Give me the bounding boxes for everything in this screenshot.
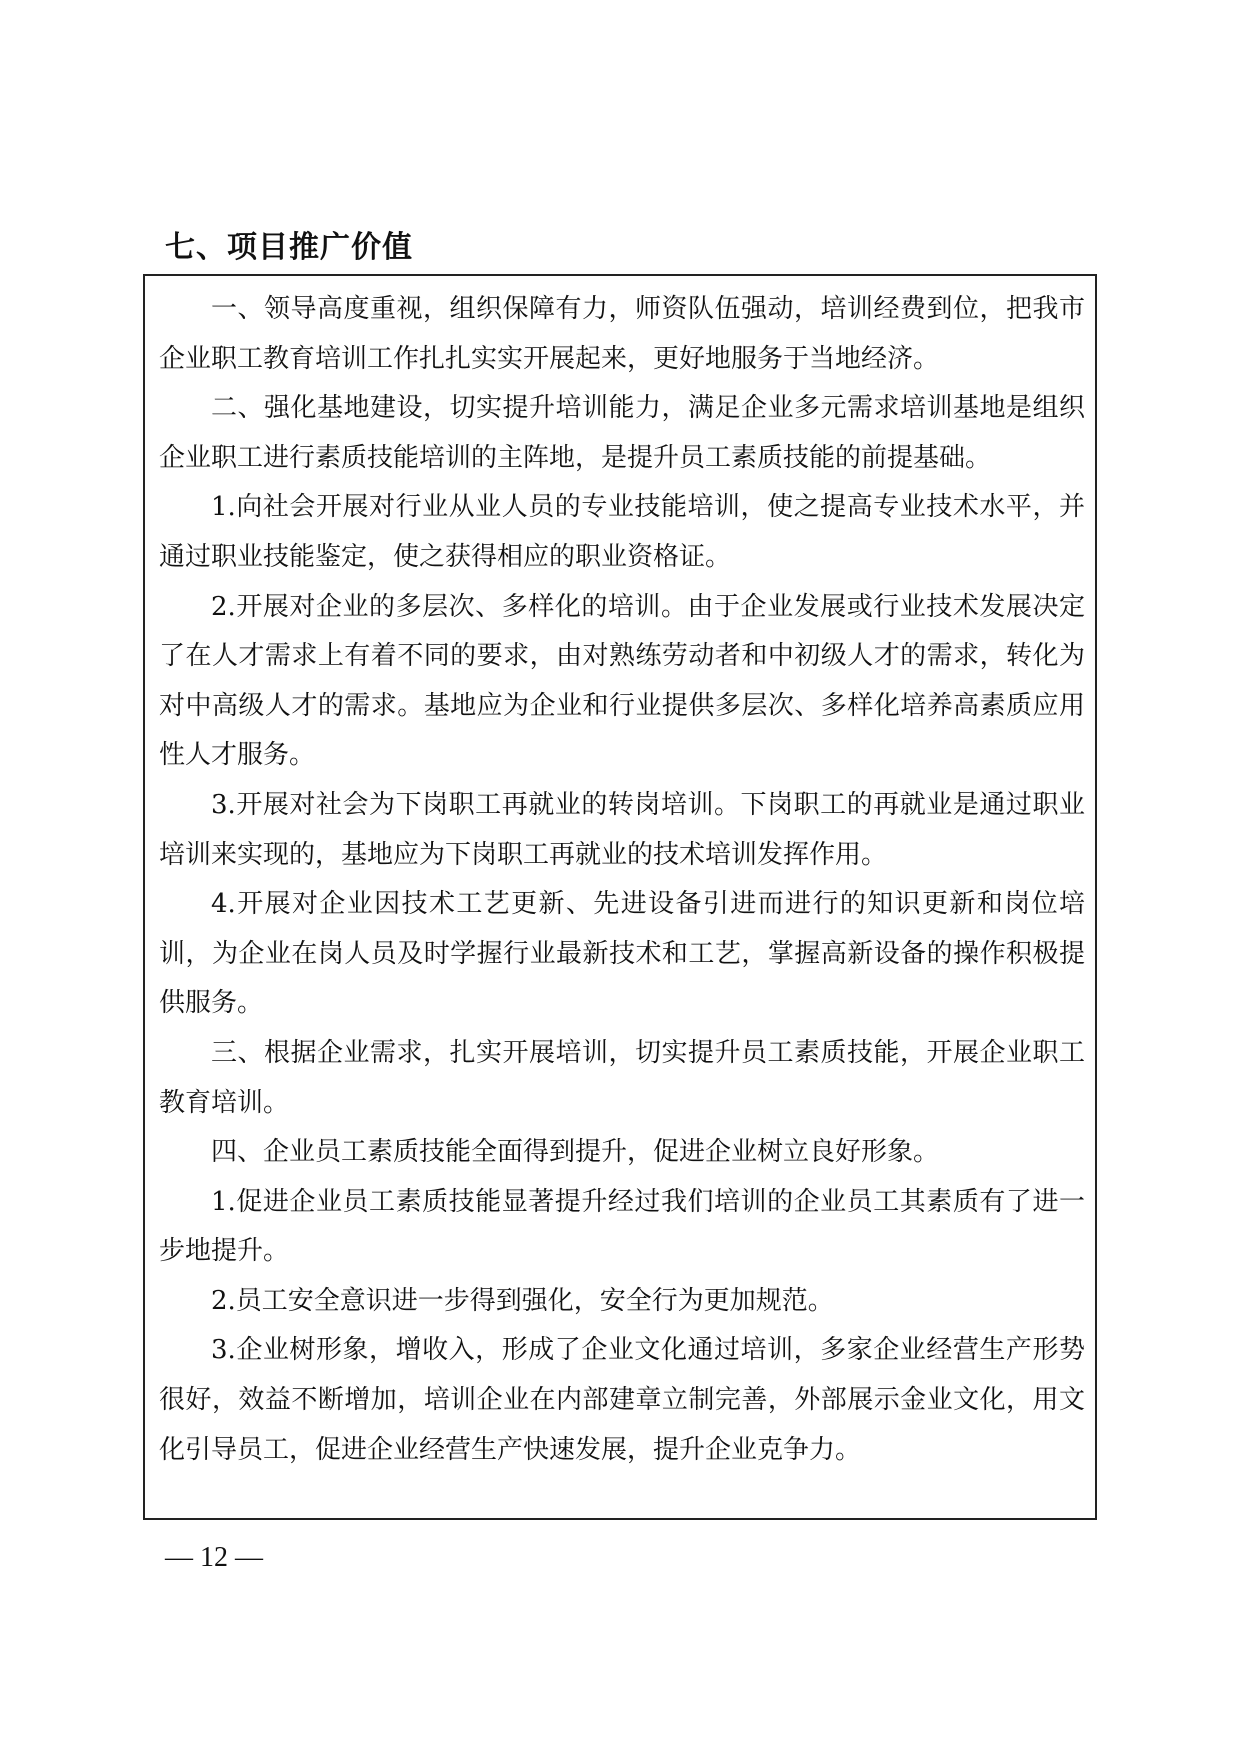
paragraph-10: 2.员工安全意识进一步得到强化，安全行为更加规范。 [211,1285,834,1316]
content-body [159,285,1085,1475]
paragraph-9: 1.促进企业员工素质技能显著提升经过我们培训的企业员工其素质有了进一步地提升。 [159,1186,1085,1267]
paragraph-11: 3.企业树形象，增收入，形成了企业文化通过培训，多家企业经营生产形势很好，效益不断增加，培训企业在内部建章立制完善，外部展示金业文化，用文化引导员工，促进企业经营生产快速发展，提升企业克争力。 [159,1335,1085,1465]
paragraph-2: 二、强化基地建设，切实提升培训能力，满足企业多元需求培训基地是组织企业职工进行素质技能培训的主阵地，是提升员工素质技能的前提基础。 [159,393,1085,473]
paragraph-4: 2.开展对企业的多层次、多样化的培训。由于企业发展或行业技术发展决定了在人才需求上有着不同的要求，由对熟练劳动者和中初级人才的需求，转化为对中高级人才的需求。基地应为企业和行业提供多层次、多样化培养高素质应用性人才服务。 [159,591,1085,771]
paragraph-6: 4.开展对企业因技术工艺更新、先进设备引进而进行的知识更新和岗位培训，为企业在岗人员及时学握行业最新技术和工艺，掌握高新设备的操作积极提供服务。 [159,889,1085,1019]
paragraph-8: 四、企业员工素质技能全面得到提升，促进企业树立良好形象。 [211,1137,940,1168]
paragraph-5: 3.开展对社会为下岗职工再就业的转岗培训。下岗职工的再就业是通过职业培训来实现的，基地应为下岗职工再就业的技术培训发挥作用。 [159,789,1085,870]
content-box [143,274,1097,1520]
paragraph-7: 三、根据企业需求，扎实开展培训，切实提升员工素质技能，开展企业职工教育培训。 [159,1037,1085,1118]
section-title: 七、项目推广价值 [165,230,413,265]
page-number: — 12 — [165,1542,263,1573]
paragraph-3: 1.向社会开展对行业从业人员的专业技能培训，使之提高专业技术水平，并通过职业技能鉴定，使之获得相应的职业资格证。 [159,492,1085,572]
paragraph-1: 一、领导高度重视，组织保障有力，师资队伍强动，培训经费到位，把我市企业职工教育培训工作扎扎实实开展起来，更好地服务于当地经济。 [159,294,1085,374]
